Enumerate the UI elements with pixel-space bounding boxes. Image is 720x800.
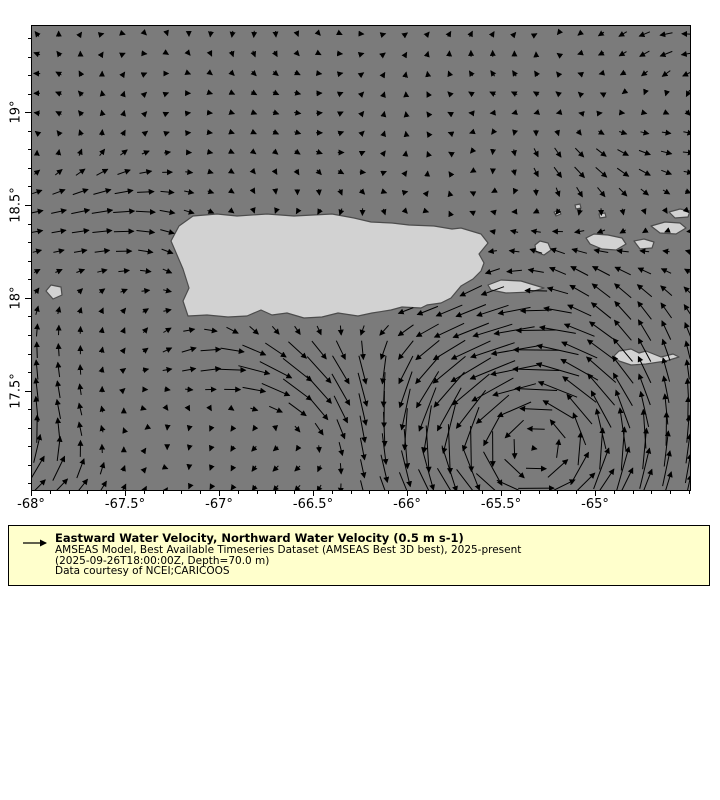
axis-tick [181,490,182,494]
axis-tick [106,490,107,494]
y-axis-label: 19° [8,100,24,124]
y-axis-label: 17.5° [8,372,24,409]
y-axis-label: 18.5° [8,187,24,223]
axis-tick [28,242,32,243]
axis-tick [31,490,32,496]
axis-tick [388,490,389,494]
y-axis-label: 18° [8,286,24,310]
legend-title: Eastward Water Velocity, Northward Water Velocity (0.5 m s-1) [55,531,464,545]
axis-tick [633,490,634,494]
axis-tick [25,112,31,113]
map-canvas [32,26,690,490]
axis-tick [28,168,32,169]
legend-time-depth-line: (2025-09-26T18:00:00Z, Depth=70.0 m) [55,554,270,567]
axis-tick [28,465,32,466]
axis-tick [69,490,70,494]
axis-tick [163,490,164,494]
island-cay-3 [599,213,606,218]
x-axis-label: -68° [17,497,45,512]
axis-tick [294,490,295,494]
axis-tick [426,490,427,494]
axis-tick [200,490,201,494]
axis-tick [25,391,31,392]
axis-tick [50,490,51,494]
axis-tick [28,261,32,262]
axis-tick [28,483,32,484]
x-axis-label: -65° [581,497,609,512]
axis-tick [28,131,32,132]
island-cay-2 [575,204,581,209]
axis-tick [25,298,31,299]
legend-dataset-line: AMSEAS Model, Best Available Timeseries Dataset (AMSEAS Best 3D best), 2025-present [55,544,522,556]
axis-tick [28,57,32,58]
axis-tick [595,490,596,496]
axis-tick [238,490,239,494]
axis-tick [275,490,276,494]
axis-tick [463,490,464,494]
x-axis-label: -67.5° [104,497,146,512]
axis-tick [28,279,32,280]
axis-tick [87,490,88,494]
axis-tick [28,409,32,410]
axis-tick [28,186,32,187]
axis-tick [351,490,352,494]
axis-tick [28,335,32,336]
axis-tick [28,94,32,95]
axis-tick [670,490,671,494]
axis-tick [28,372,32,373]
axis-tick [28,446,32,447]
axis-tick [219,490,220,496]
axis-tick [576,490,577,494]
axis-tick [28,38,32,39]
axis-tick [125,490,126,496]
axis-tick [144,490,145,494]
axis-tick [539,490,540,494]
axis-tick [369,490,370,494]
x-axis-label: -67° [205,497,233,512]
axis-tick [25,205,31,206]
island-puerto-rico [171,214,488,318]
axis-tick [257,490,258,494]
x-axis-label: -66.5° [292,497,334,512]
x-axis-label: -65.5° [480,497,522,512]
axis-tick [520,490,521,494]
axis-tick [332,490,333,494]
axis-tick [482,490,483,494]
axis-tick [313,490,314,496]
legend-courtesy-line: Data courtesy of NCEI;CARICOOS [55,565,230,577]
x-axis-label: -66° [393,497,421,512]
axis-tick [28,428,32,429]
axis-tick [614,490,615,494]
axis-tick [28,316,32,317]
axis-tick [28,149,32,150]
axis-tick [689,490,690,494]
axis-tick [501,490,502,496]
axis-tick [445,490,446,494]
legend-box [8,525,710,586]
axis-tick [651,490,652,494]
axis-tick [28,354,32,355]
axis-tick [407,490,408,496]
reference-velocity-arrow-icon [21,536,55,550]
map-plot [31,25,691,491]
axis-tick [28,224,32,225]
axis-tick [557,490,558,494]
axis-tick [28,75,32,76]
